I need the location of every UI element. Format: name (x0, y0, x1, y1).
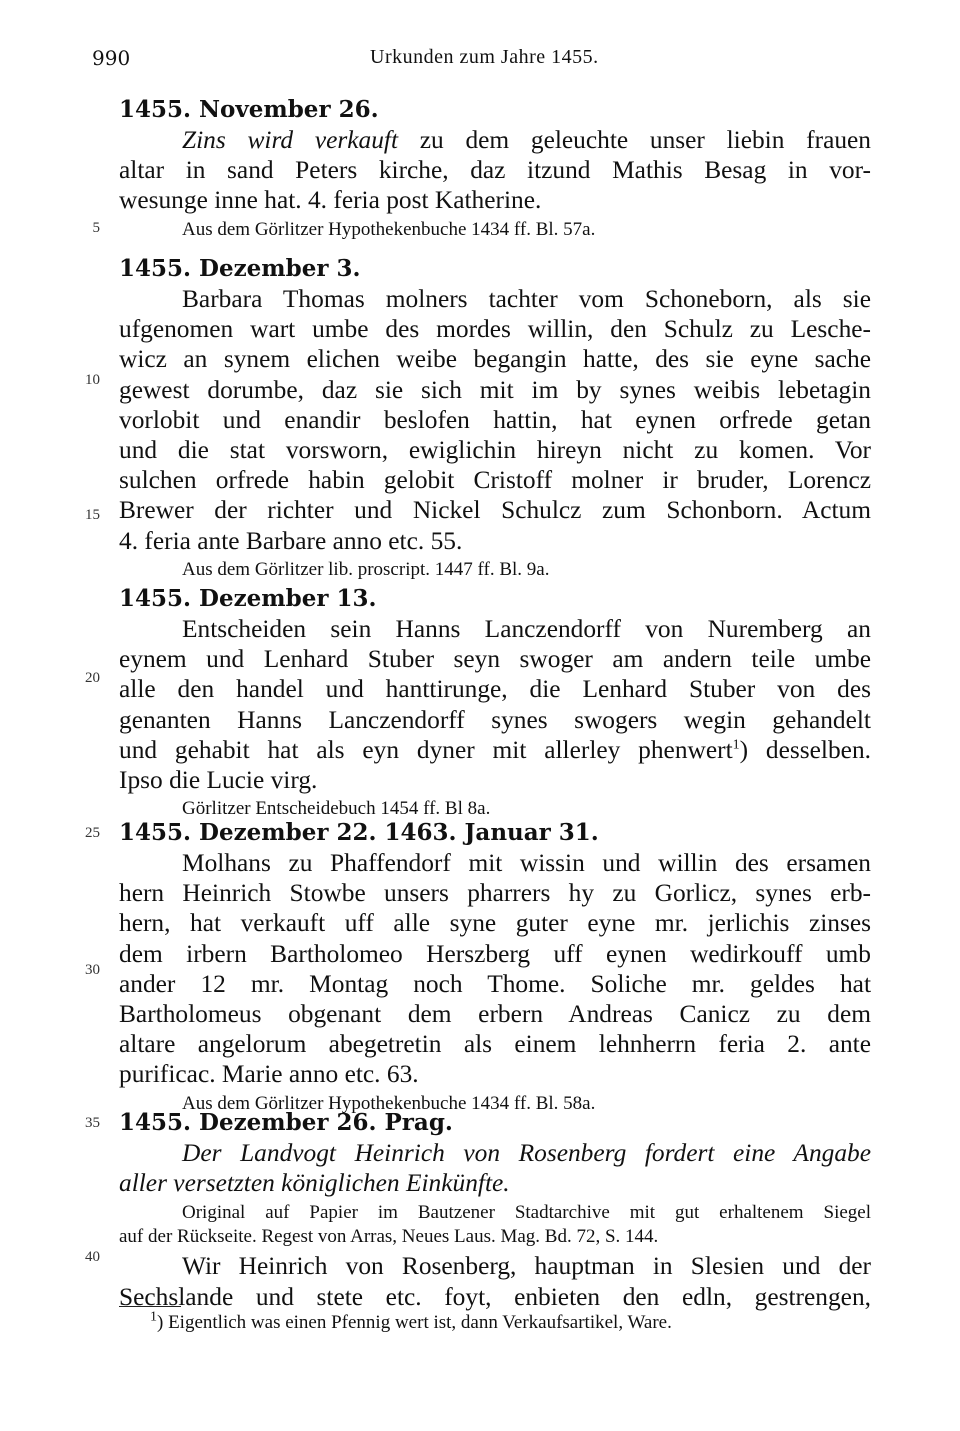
text-line: Molhans zu Phaffendorf mit wissin und willin des ersamen (182, 849, 871, 877)
footnote-mark: 1 (150, 1309, 157, 1325)
summary-line: aller versetzten königlichen Einkünfte. (119, 1169, 510, 1198)
line-number: 25 (85, 825, 100, 841)
line-number: 20 (85, 670, 100, 686)
text-line: 4. feria ante Barbare anno etc. 55. (119, 526, 463, 555)
text-segment: und gehabit hat als eyn dyner mit allerley phenwert (119, 735, 733, 764)
text-line: wesunge inne hat. 4. feria post Katherine. (119, 186, 542, 215)
entry-date: 1455. Dezember 22. 1463. Januar 31. (119, 819, 599, 846)
line-number: 35 (85, 1115, 100, 1131)
text-line: Ipso die Lucie virg. (119, 766, 318, 795)
entry-date: 1455. Dezember 3. (119, 255, 361, 282)
text-line (119, 735, 871, 765)
entry (119, 254, 871, 584)
entry (119, 818, 871, 1118)
entry (119, 1108, 871, 1312)
text-line: Brewer der richter und Nickel Schulcz zum Schonborn. Actum (119, 496, 871, 525)
text-line: Zins wird verkauft zu dem geleuchte unser liebin frauen (182, 126, 872, 154)
footnote (150, 1310, 850, 1336)
text-line: Barbara Thomas molners tachter vom Schoneborn, als sie (182, 285, 871, 313)
text-line: Bartholomeus obgenant dem erbern Andreas Canicz zu dem (119, 1000, 871, 1029)
text-line: hern Heinrich Stowbe unsers pharrers hy zu Gorlicz, synes erb- (119, 879, 871, 908)
entry (119, 584, 871, 823)
text-line: sulchen orfrede habin gelobit Cristoff molner ir bruder, Lorencz (119, 466, 871, 495)
text-line: Wir Heinrich von Rosenberg, hauptman in Slesien und der (182, 1252, 871, 1281)
footnote-text: ) Eigentlich was einen Pfennig wert ist, dann Verkaufsartikel, Ware. (157, 1312, 672, 1333)
text-line: genanten Hanns Lanczendorff synes swogers wegin gehandelt (119, 705, 871, 734)
line-number: 30 (85, 962, 100, 978)
text-line: gewest dorumbe, daz sie sich mit im by synes weibis lebetagin (119, 375, 871, 404)
text-line: alle den handel und hanttirunge, die Lenhard Stuber von des (119, 675, 871, 704)
text-line: Sechslande und stete etc. foyt, enbieten den edln, gestrengen, (119, 1282, 871, 1311)
source-note: Original auf Papier im Bautzener Stadtarchive mit gut erhaltenem Siegel (182, 1202, 871, 1224)
text-line: und die stat vorsworn, ewiglichin hireyn nicht zu komen. Vor (119, 436, 871, 465)
summary-line: Der Landvogt Heinrich von Rosenberg fordert eine Angabe (182, 1139, 871, 1167)
text-segment: ) desselben. (739, 735, 871, 764)
entry-date: 1455. Dezember 13. (119, 585, 377, 612)
source-note: Aus dem Görlitzer Hypothekenbuche 1434 ff. Bl. 58a. (182, 1092, 596, 1114)
line-number: 40 (85, 1249, 100, 1265)
text-line: ander 12 mr. Montag noch Thome. Soliche mr. geldes hat (119, 969, 871, 998)
page-number: 990 (92, 46, 131, 70)
line-number: 5 (92, 220, 100, 236)
text-line: hern, hat verkauft uff alle syne guter eyne mr. jerlichis zinses (119, 909, 871, 938)
text-line: dem irbern Bartholomeo Herszberg uff eynen wedirkouff umb (119, 939, 871, 968)
text-line: wicz an synem elichen weibe begangin hatte, des sie eyne sache (119, 345, 871, 374)
entry (119, 95, 871, 244)
source-note: Görlitzer Entscheidebuch 1454 ff. Bl 8a. (182, 798, 491, 820)
text-line: Entscheiden sein Hanns Lanczendorff von Nuremberg an (182, 615, 871, 643)
text-line: vorlobit und enandir beslofen hattin, hat eynen orfrede getan (119, 405, 871, 434)
footnote-divider (119, 1306, 181, 1307)
source-note: Aus dem Görlitzer Hypothekenbuche 1434 ff. Bl. 57a. (182, 218, 596, 240)
line-number: 15 (85, 507, 100, 523)
line-number: 10 (85, 372, 100, 388)
running-title: Urkunden zum Jahre 1455. (370, 46, 599, 68)
text-line: purificac. Marie anno etc. 63. (119, 1060, 419, 1089)
source-note: auf der Rückseite. Regest von Arras, Neues Laus. Mag. Bd. 72, S. 144. (119, 1226, 659, 1248)
italic-lead: Zins wird verkauft (182, 126, 399, 154)
text-line: altare angelorum abegetretin als einem lehnherrn feria 2. ante (119, 1030, 871, 1059)
footnote-ref: 1 (732, 737, 740, 753)
text-line: ufgenomen wart umbe des mordes willin, den Schulz zu Lesche- (119, 315, 871, 344)
entry-date: 1455. Dezember 26. Prag. (119, 1109, 453, 1136)
text-line: eynem und Lenhard Stuber seyn swoger am andern teile umbe (119, 645, 871, 674)
source-note: Aus dem Görlitzer lib. proscript. 1447 ff. Bl. 9a. (182, 558, 550, 580)
text-line: altar in sand Peters kirche, daz itzund Mathis Besag in vor- (119, 156, 871, 185)
entry-date: 1455. November 26. (119, 96, 379, 123)
